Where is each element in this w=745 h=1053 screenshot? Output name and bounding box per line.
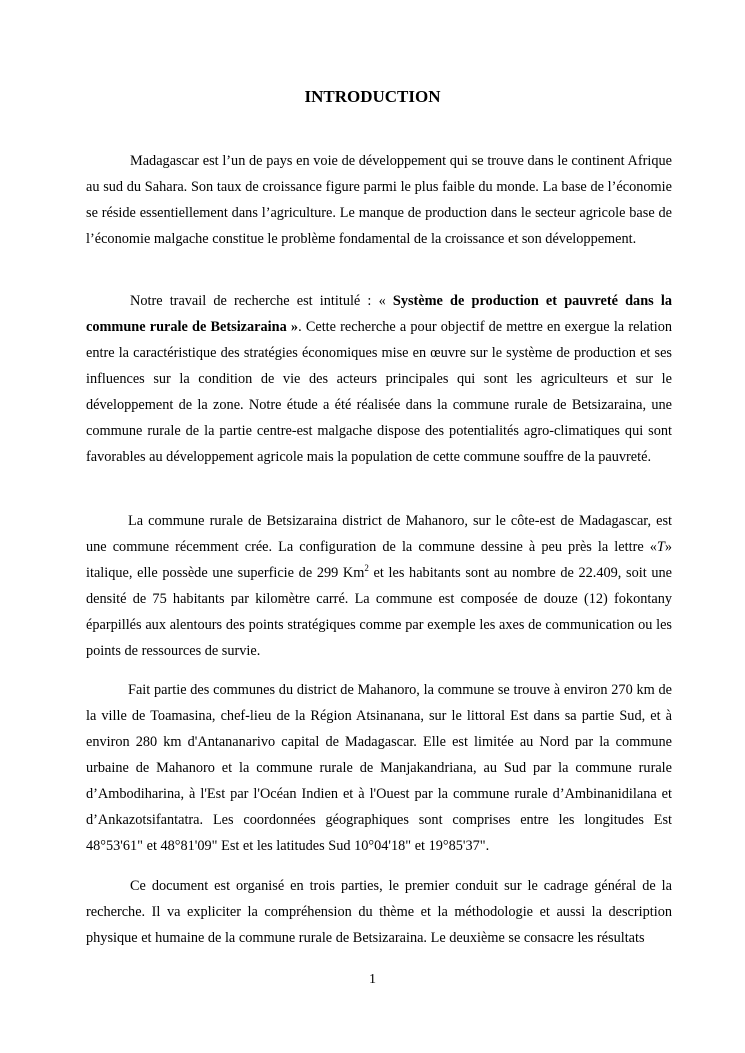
paragraph-3-part1: La commune rurale de Betsizaraina district de Mahanoro, sur le côte-est de Madagascar, est une commune récemment crée. La configuration de la commune dessine à peu près la lettre « <box>86 513 672 555</box>
paragraph-3-part2: » italique, elle possède une superficie de 299 Km <box>86 539 672 581</box>
paragraph-1: Madagascar est l’un de pays en voie de développement qui se trouve dans le continent Afrique au sud du Sahara. Son taux de croissance figure parmi le plus faible du monde. La base de l’économie se réside essentiellement dans l’agriculture. Le manque de production dans le secteur agricole base de l’économie malgache constitue le problème fondamental de la croissance et son développement. <box>86 153 672 247</box>
paragraph-2-intro: Notre travail de recherche est intitulé : « <box>130 293 393 309</box>
paragraph-3 <box>86 508 672 664</box>
italic-letter: T <box>656 539 665 555</box>
page-title: INTRODUCTION <box>304 87 441 106</box>
paragraph-2 <box>86 288 672 470</box>
superscript-exponent: 2 <box>364 563 369 573</box>
paragraph-4: Fait partie des communes du district de Mahanoro, la commune se trouve à environ 270 km de la ville de Toamasina, chef-lieu de la Région Atsinanana, sur le littoral Est dans sa partie Sud, et à environ 280 km d'Antananarivo capital de Madagascar. Elle est limitée au Nord par la commune urbaine de Mahanoro et la commune rurale de Manjakandriana, au Sud par la commune rurale d’Ambodiharina, à l'Est par l'Océan Indien et à l'Ouest par la commune rurale d’Ambinanidilana et d’Ankazotsifantatra. Les coordonnées géographiques sont comprises entre les longitudes Est 48°53'61" et 48°81'09" Est et les latitudes Sud 10°04'18" et 19°85'37". <box>86 682 672 854</box>
research-title: Système de production et pauvreté dans la commune rurale de Betsizaraina » <box>86 293 672 335</box>
paragraph-3-part3: et les habitants sont au nombre de 22.409, soit une densité de 75 habitants par kilomètre carré. La commune est composée de douze (12) fokontany éparpillés aux alentours des points stratégiques comme par exemple les axes de communication ou les points de ressources de survie. <box>86 565 672 659</box>
page-number: 1 <box>369 972 376 987</box>
paragraph-2-rest: . Cette recherche a pour objectif de mettre en exergue la relation entre la caractéristique des stratégies économiques mise en œuvre sur le système de production et ses influences sur la condition de vie des acteurs principales qui sont les agriculteurs et sur le développement de la zone. Notre étude a été réalisée dans la commune rurale de Betsizaraina, une commune rurale de la partie centre-est malgache dispose des potentialités agro-climatiques qui sont favorables au développement agricole mais la population de cette commune souffre de la pauvreté. <box>86 319 672 465</box>
paragraph-5: Ce document est organisé en trois parties, le premier conduit sur le cadrage général de la recherche. Il va expliciter la compréhension du thème et la méthodologie et aussi la description physique et humaine de la commune rurale de Betsizaraina. Le deuxième se consacre les résultats <box>86 878 672 946</box>
